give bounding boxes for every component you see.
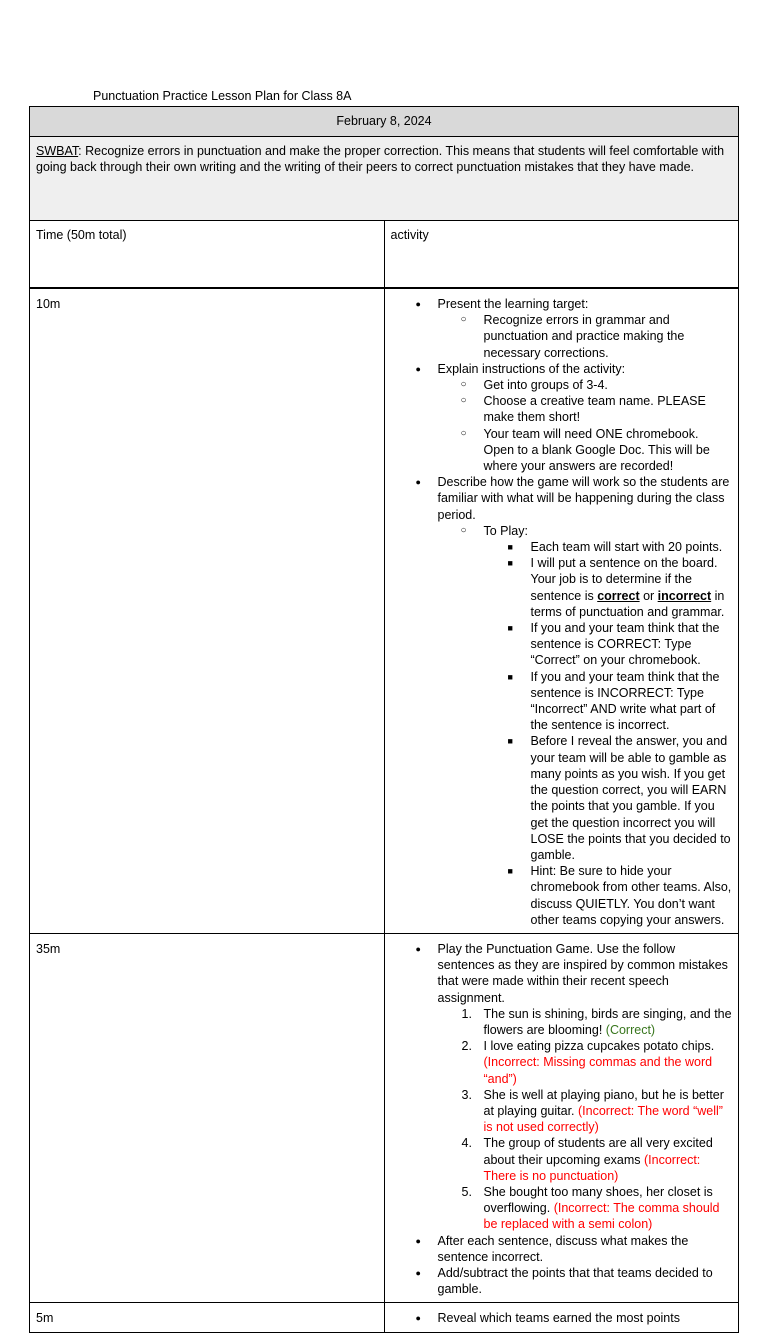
sentence-item (461, 1038, 733, 1087)
swbat-objective (30, 137, 739, 221)
list-item: ○ Get into groups of 3-4. (484, 377, 733, 393)
sub-list (438, 312, 733, 361)
list-item: ■ If you and your team think that the sentence is INCORRECT: Type “Incorrect” AND write what part of the sentence is incorrect. (531, 669, 733, 734)
activity-list (385, 296, 733, 928)
swbat-label: SWBAT (36, 144, 79, 158)
activity-list (385, 941, 733, 1297)
rule-text: I will put a sentence on the board. Your job is to determine if the sentence is (530, 556, 718, 603)
activity-list (385, 1310, 733, 1326)
sentence-text: The sun is shining, birds are singing, and the flowers are blooming! (483, 1006, 732, 1037)
rule-text: or (639, 588, 658, 603)
answer-note: (Incorrect: There is no punctuation) (483, 1152, 701, 1183)
answer-note: (Correct) (605, 1022, 656, 1037)
time-cell: 5m (30, 1303, 385, 1332)
list-item-text: Present the learning target: (437, 297, 589, 311)
list-item: ■ Each team will start with 20 points. (531, 539, 733, 555)
sentence-item (461, 1184, 733, 1233)
sentence-number: 5. (461, 1184, 472, 1199)
sentence-number: 2. (461, 1039, 472, 1054)
lesson-plan-table (29, 106, 739, 1333)
list-item (438, 474, 733, 928)
sentence-number: 3. (461, 1087, 472, 1102)
list-item-text: Describe how the game will work so the students are familiar with what will be happening during the class period. (437, 475, 730, 522)
lesson-date: February 8, 2024 (30, 107, 739, 137)
list-item: ○ Your team will need ONE chromebook. Open to a blank Google Doc. This will be where your answers are recorded! (484, 426, 733, 475)
activity-cell (384, 933, 739, 1302)
activity-cell (384, 1303, 739, 1332)
sentence-number: 4. (461, 1136, 472, 1151)
document-title: Punctuation Practice Lesson Plan for Class 8A (93, 89, 352, 103)
sentence-text: I love eating pizza cupcakes potato chips. (483, 1039, 715, 1054)
swbat-row (30, 137, 739, 221)
list-item: ○ Recognize errors in grammar and punctuation and practice making the necessary corrections. (484, 312, 733, 361)
list-item (438, 361, 733, 474)
time-column-header: Time (50m total) (30, 221, 385, 289)
list-item-text: To Play: (483, 523, 528, 538)
rule-text: in terms of punctuation and grammar. (530, 588, 725, 619)
game-rules-list (484, 539, 733, 928)
correct-keyword: correct (597, 588, 640, 603)
sentence-item (461, 1087, 733, 1136)
answer-note: (Incorrect: The comma should be replaced with a semi colon) (483, 1201, 720, 1232)
sentence-list (438, 1006, 733, 1233)
time-cell: 35m (30, 933, 385, 1302)
list-item: ■ Hint: Be sure to hide your chromebook from other teams. Also, discuss QUIETLY. You don’t want other teams copying your answers. (531, 863, 733, 928)
list-item-text: Explain instructions of the activity: (437, 361, 626, 376)
list-item-text: Play the Punctuation Game. Use the follow sentences as they are inspired by common mistakes that were made within their recent speech assignment. (437, 941, 728, 1005)
list-item (531, 555, 733, 620)
list-item: ■ Before I reveal the answer, you and your team will be able to gamble as many points as you wish. If you get the question correct, you will EARN the points that you gamble. If you get the question incorrect you will LOSE the points that you decided to gamble. (531, 733, 733, 863)
list-item (438, 941, 733, 1233)
list-item (438, 296, 733, 361)
sentence-item (461, 1006, 733, 1038)
activity-column-header: activity (384, 221, 739, 289)
table-row (30, 1303, 739, 1332)
answer-note: (Incorrect: The word “well” is not used correctly) (483, 1103, 723, 1135)
sentence-text: She is well at playing piano, but he is better at playing guitar. (483, 1087, 724, 1118)
sentence-number: 1. (461, 1006, 472, 1021)
time-cell: 10m (30, 288, 385, 933)
list-item: ● Add/subtract the points that that teams decided to gamble. (438, 1265, 733, 1297)
answer-note: (Incorrect: Missing commas and the word “and”) (483, 1055, 713, 1086)
table-row (30, 933, 739, 1302)
list-item (484, 523, 733, 928)
list-item: ■ If you and your team think that the sentence is CORRECT: Type “Correct” on your chromebook. (531, 620, 733, 669)
sentence-text: The group of students are all very excited about their upcoming exams (483, 1136, 713, 1167)
sentence-item (461, 1135, 733, 1184)
sub-list (438, 523, 733, 928)
list-item: ● Reveal which teams earned the most points (438, 1310, 733, 1326)
list-item: ● After each sentence, discuss what makes the sentence incorrect. (438, 1233, 733, 1265)
table-row (30, 288, 739, 933)
sub-list (438, 377, 733, 474)
incorrect-keyword: incorrect (657, 588, 712, 603)
sentence-text: She bought too many shoes, her closet is overflowing. (483, 1184, 713, 1216)
swbat-text: : Recognize errors in punctuation and make the proper correction. This means that students will feel comfortable with going back through their own writing and the writing of their peers to correct punctuation mistakes that they have made. (36, 144, 725, 175)
table-header-row (30, 221, 739, 289)
activity-cell (384, 288, 739, 933)
date-row (30, 107, 739, 137)
list-item: ○ Choose a creative team name. PLEASE make them short! (484, 393, 733, 425)
